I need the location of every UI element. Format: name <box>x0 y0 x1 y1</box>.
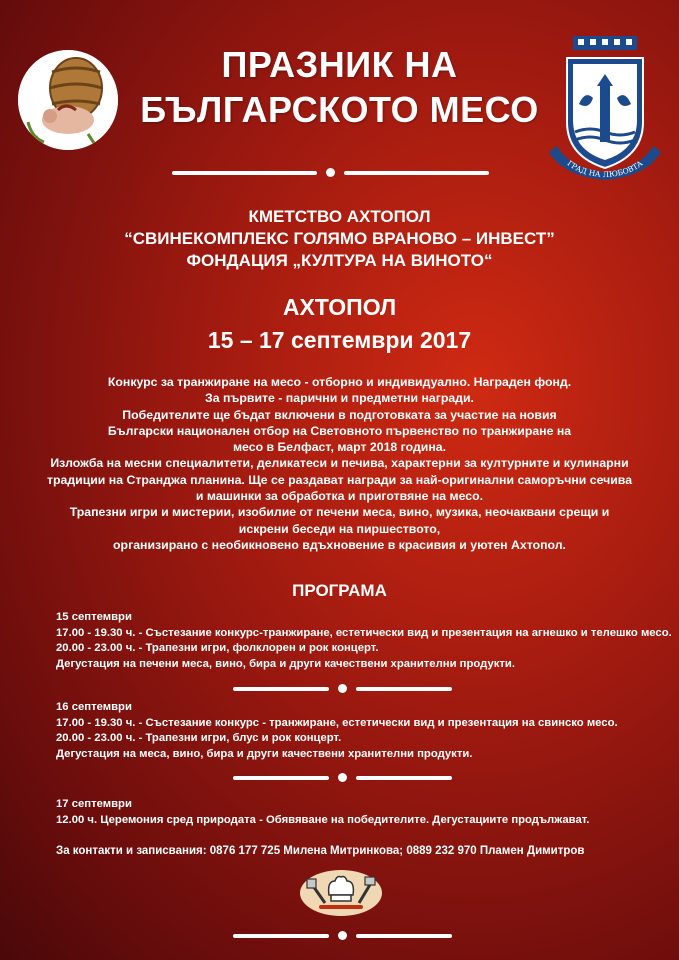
program-day-date: 16 септември <box>56 701 132 713</box>
program-item: 20.00 - 23.00 ч. - Трапезни игри, блус и рок концерт. <box>56 732 342 744</box>
description-line: За първите - парични и предметни награди. <box>205 391 474 406</box>
organizer-line: ФОНДАЦИЯ „КУЛТУРА НА ВИНОТО“ <box>186 251 493 270</box>
description-line: организирано с необикновено вдъхновение в красивия и уютен Ахтопол. <box>113 537 566 552</box>
divider-bar <box>172 171 317 175</box>
program-item: Дегустация на меса, вино, бира и други качествени хранителни продукти. <box>56 747 473 760</box>
section-divider <box>233 773 452 782</box>
description-line: искрени беседи на пиршеството, <box>238 521 441 536</box>
crest-ribbon-text: ГРАД НА ЛЮБОВТА <box>565 158 645 180</box>
program-title: ПРОГРАМА <box>292 581 387 600</box>
organizers-block <box>0 206 679 272</box>
divider-bar <box>233 934 329 938</box>
event-description <box>0 374 679 553</box>
footer-divider <box>233 931 452 940</box>
divider-bar <box>356 776 452 780</box>
divider-bar <box>233 687 329 691</box>
description-line: и машинки за обработка и приготвяне на месо. <box>195 489 484 504</box>
program-item: 20.00 - 23.00 ч. - Трапезни игри, фолклорен и рок концерт. <box>56 642 379 654</box>
divider-bar <box>344 171 489 175</box>
divider-dot <box>338 931 347 940</box>
description-line: Български национален отбор на Световното първенство по транжиране на <box>107 423 572 438</box>
description-line: Победителите ще бъдат включени в подготовката за участие на новия <box>122 407 557 422</box>
event-dates: 15 – 17 септември 2017 <box>207 327 472 353</box>
title-line-2: БЪЛГАРСКОТО МЕСО <box>140 89 539 130</box>
program-item: Дегустация на печени меса, вино, бира и други качествени хранителни продукти. <box>56 657 516 670</box>
description-line: Изложба на месни специалитети, деликатеси и печива, характерни за културните и кулинарни <box>50 456 629 471</box>
divider-dot <box>338 773 347 782</box>
program-item: 17.00 - 19.30 ч. - Състезание конкурс-транжиране, естетически вид и презентация на агнешко и телешко месо. <box>56 626 672 639</box>
divider-bar <box>356 934 452 938</box>
organizer-line: “СВИНЕКОМПЛЕКС ГОЛЯМО ВРАНОВО – ИНВЕСТ” <box>124 229 555 248</box>
program-day-3 <box>56 797 589 828</box>
title-divider <box>172 168 489 177</box>
description-line: Трапезни игри и мистерии, изобилие от печени меса, вино, музика, неочаквани срещи и <box>69 505 610 520</box>
organizer-line: КМЕТСТВО АХТОПОЛ <box>248 207 431 226</box>
town-crest <box>545 34 665 184</box>
chef-utensils-icon <box>299 869 383 917</box>
divider-dot <box>326 168 335 177</box>
program-item: 12.00 ч. Церемония сред природата - Обявяване на победителите. Дегустациите продължават. <box>56 813 590 826</box>
program-day-2 <box>56 700 618 762</box>
description-line: месо в Белфаст, март 2018 година. <box>232 440 447 455</box>
description-line: традиции на Странджа планина. Ще се раздават награди за най-оригинални саморъчни сечива <box>46 472 633 487</box>
program-day-date: 15 септември <box>56 611 132 623</box>
event-location: АХТОПОЛ <box>282 294 397 320</box>
program-item: 17.00 - 19.30 ч. - Състезание конкурс - транжиране, естетически вид и презентация на свинско месо. <box>56 716 618 729</box>
program-day-date: 17 септември <box>56 798 132 810</box>
section-divider <box>233 684 452 693</box>
title-line-1: ПРАЗНИК НА <box>221 44 458 85</box>
description-line: Конкурс за транжиране на месо - отборно и индивидуално. Награден фонд. <box>107 375 572 389</box>
program-day-1 <box>56 610 672 672</box>
contacts-line: За контакти и записвания: 0876 177 725 Милена Митринкова; 0889 232 970 Пламен Димитров <box>56 845 585 857</box>
divider-dot <box>338 684 347 693</box>
divider-bar <box>233 776 329 780</box>
divider-bar <box>356 687 452 691</box>
